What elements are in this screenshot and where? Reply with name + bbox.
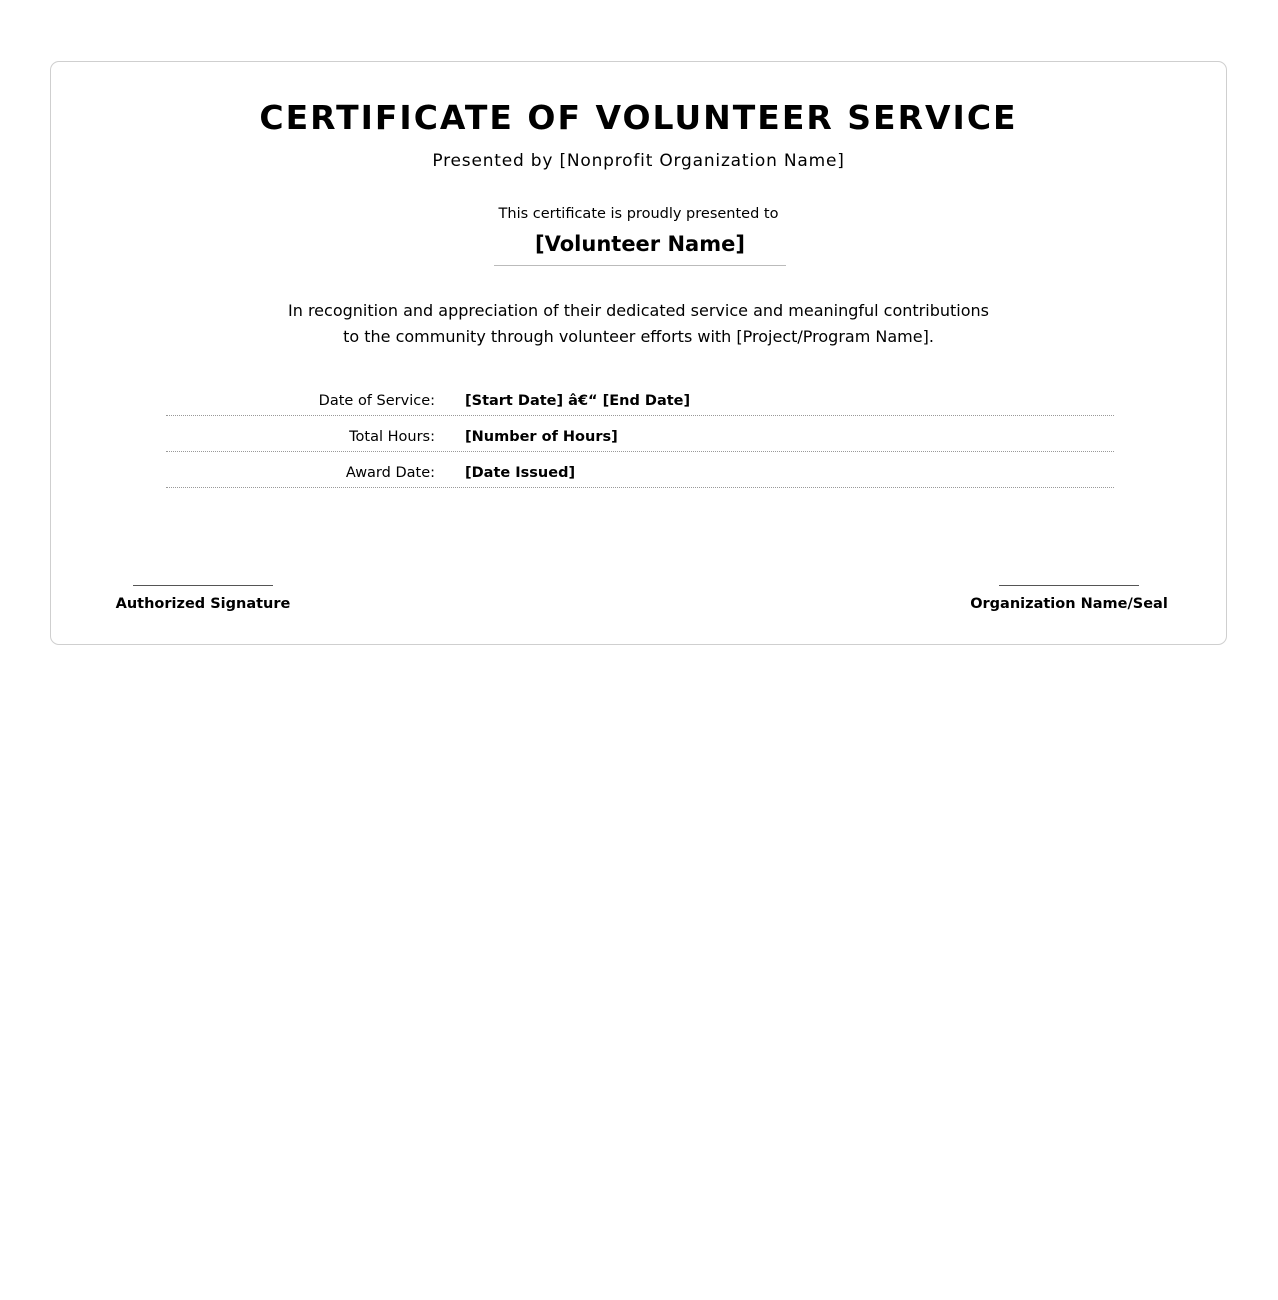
presenter-subtitle: Presented by [Nonprofit Organization Name] bbox=[432, 151, 845, 171]
detail-value: [Start Date] â€“ [End Date] bbox=[465, 393, 691, 409]
presentation-intro: This certificate is proudly presented to bbox=[498, 206, 779, 222]
detail-row-date-of-service bbox=[166, 380, 1114, 416]
detail-label: Date of Service: bbox=[318, 393, 435, 409]
certificate-card bbox=[50, 61, 1227, 645]
detail-value: [Number of Hours] bbox=[465, 429, 618, 445]
signature-label: Authorized Signature bbox=[115, 596, 291, 612]
signature-line bbox=[133, 585, 273, 586]
detail-row-total-hours bbox=[166, 416, 1114, 452]
recognition-line-2: to the community through volunteer efforts with [Project/Program Name]. bbox=[343, 327, 934, 346]
organization-seal-block bbox=[969, 585, 1169, 612]
detail-label: Award Date: bbox=[345, 465, 435, 481]
certificate-title: CERTIFICATE OF VOLUNTEER SERVICE bbox=[259, 98, 1018, 137]
detail-value: [Date Issued] bbox=[465, 465, 576, 481]
detail-label: Total Hours: bbox=[349, 429, 435, 445]
recipient-name: [Volunteer Name] bbox=[494, 232, 786, 266]
signature-line bbox=[999, 585, 1139, 586]
seal-label: Organization Name/Seal bbox=[970, 596, 1168, 612]
detail-row-award-date bbox=[166, 452, 1114, 488]
service-details bbox=[166, 380, 1114, 488]
authorized-signature-block bbox=[103, 585, 303, 612]
recognition-text bbox=[51, 298, 1226, 350]
recognition-line-1: In recognition and appreciation of their dedicated service and meaningful contributions bbox=[288, 301, 989, 320]
